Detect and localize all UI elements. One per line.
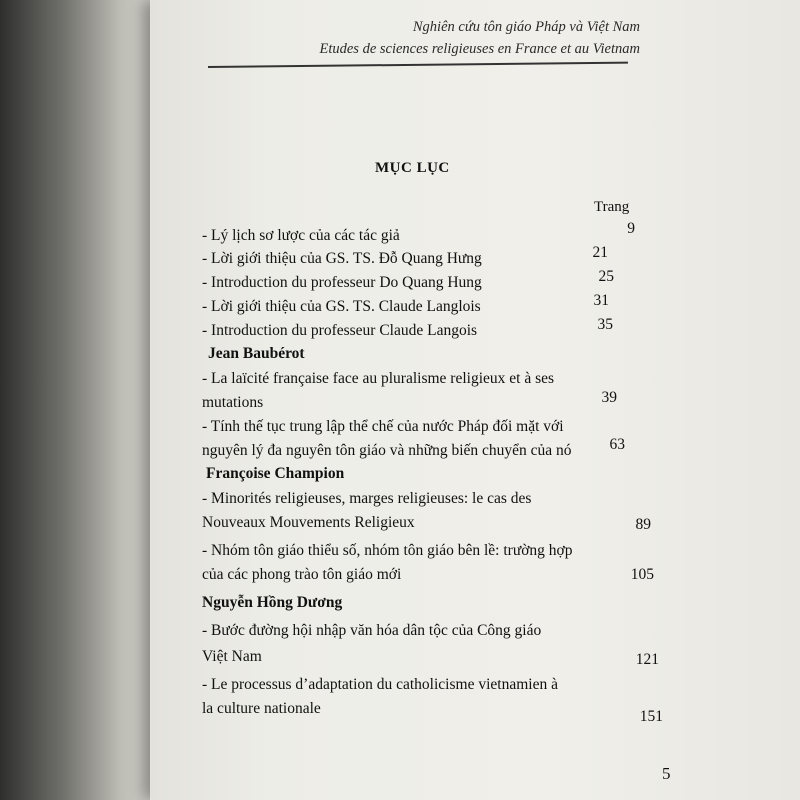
toc-entry: - Tính thế tục trung lập thể chế của nước Pháp đối mặt với [202, 418, 564, 435]
toc-entry: - Lý lịch sơ lược của các tác giả [202, 227, 400, 244]
toc-entry: - La laïcité française face au pluralisme religieux et à ses [202, 370, 555, 387]
toc-entry-continued: của các phong trào tôn giáo mới [202, 566, 402, 583]
toc-page-number: 39 [601, 389, 617, 406]
toc-entry-continued: nguyên lý đa nguyên tôn giáo và những biến chuyển của nó [202, 442, 572, 459]
toc-entry: - Lời giới thiệu của GS. TS. Đỗ Quang Hưng [202, 250, 482, 267]
toc-entry-continued: Nouveaux Mouvements Religieux [202, 514, 415, 531]
toc-page-number: 25 [598, 268, 614, 285]
header-line-vietnamese: Nghiên cứu tôn giáo Pháp và Việt Nam [412, 19, 640, 35]
toc-title: MỤC LỤC [375, 160, 450, 176]
toc-page-number: 21 [592, 244, 608, 261]
author-heading: Françoise Champion [206, 465, 345, 482]
toc-entry: - Minorités religieuses, marges religieuses: le cas des [202, 490, 532, 507]
toc-entry: - Bước đường hội nhập văn hóa dân tộc của Công giáo [202, 622, 542, 639]
page-number: 5 [662, 764, 671, 783]
toc-entry: - Nhóm tôn giáo thiểu số, nhóm tôn giáo bên lề: trường hợp [202, 542, 573, 559]
toc-page-number: 105 [630, 566, 654, 583]
toc-page-number: 9 [627, 220, 635, 237]
toc-entry-continued: la culture nationale [202, 700, 321, 717]
toc-page-number: 89 [635, 516, 651, 533]
toc-entry: - Le processus d’adaptation du catholicisme vietnamien à [202, 676, 558, 693]
author-heading: Nguyễn Hồng Dương [202, 594, 343, 611]
page-column-label: Trang [594, 199, 630, 215]
toc-page-number: 31 [593, 292, 609, 309]
toc-entry-continued: Việt Nam [202, 648, 262, 665]
running-header [319, 16, 640, 60]
toc-page-number: 151 [639, 708, 663, 725]
toc-entry: - Introduction du professeur Claude Langois [202, 322, 478, 339]
author-heading: Jean Baubérot [208, 345, 305, 362]
toc-entry: - Introduction du professeur Do Quang Hung [202, 274, 482, 291]
toc-page-number: 35 [597, 316, 613, 333]
toc-page-number: 121 [635, 651, 659, 668]
toc-page-number: 63 [609, 436, 625, 453]
toc-entry: - Lời giới thiệu của GS. TS. Claude Langlois [202, 298, 481, 315]
toc-entry-continued: mutations [202, 394, 264, 411]
header-line-french: Etudes de sciences religieuses en France et au Vietnam [319, 41, 640, 57]
